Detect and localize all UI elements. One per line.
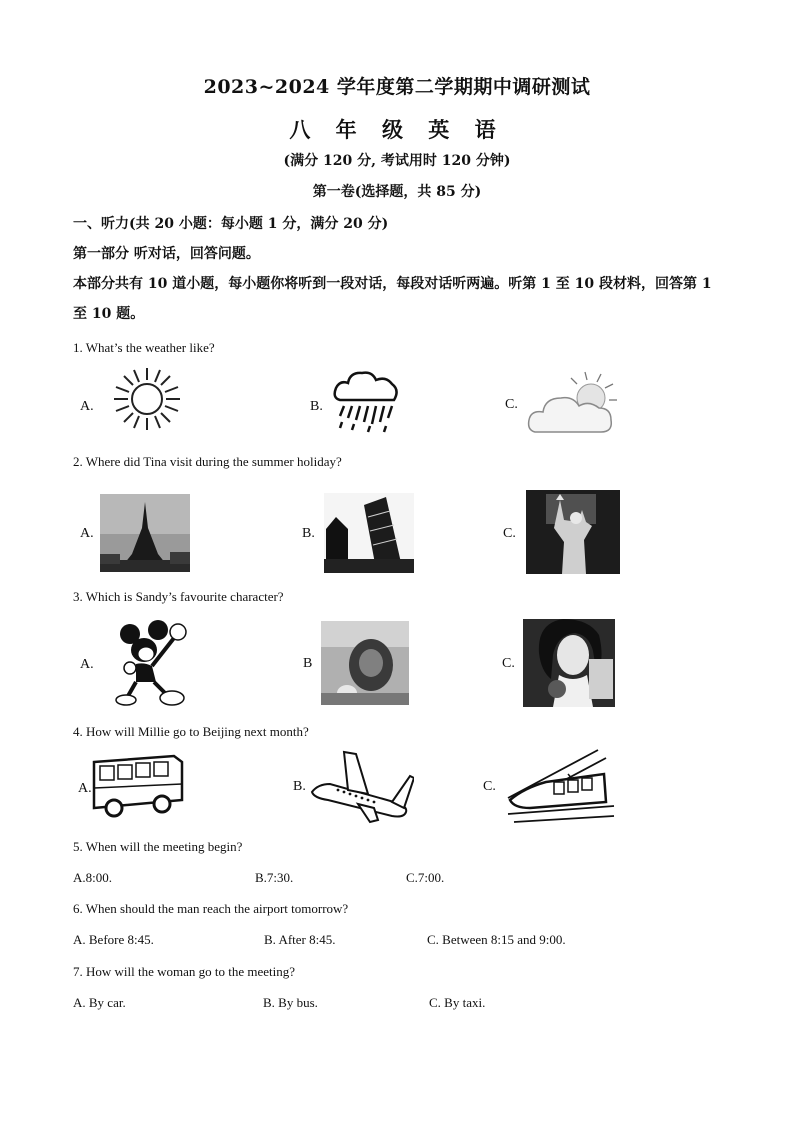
instructions: 本部分共有 10 道小题，每小题你将听到一段对话，每段对话听两遍。听第 1 至 10 段材料，回答第 1 至 10 题。 [73, 276, 712, 322]
question-4: 4. How will Millie go to Beijing next month? [73, 724, 309, 739]
option-a: A.8:00. [73, 870, 112, 885]
option-c: C. Between 8:15 and 9:00. [427, 932, 566, 947]
option-c-label: C. [483, 779, 496, 794]
score-info: (满分 120 分, 考试用时 120 分钟) [283, 153, 511, 169]
train-icon [506, 748, 616, 824]
option-c-label: C. [502, 656, 515, 671]
subject-title: 八 年 级 英 语 [289, 117, 505, 142]
question-6: 6. When should the man reach the airport tomorrow? [73, 901, 349, 916]
question-1: 1. What’s the weather like? [73, 340, 215, 355]
question-5: 5. When will the meeting begin? [73, 839, 243, 854]
option-a: A. By car. [73, 995, 126, 1010]
lion-king-image [321, 621, 409, 705]
bus-icon [90, 752, 186, 822]
option-b-label: B [303, 656, 313, 671]
option-b: B. After 8:45. [264, 932, 336, 947]
option-c: C. By taxi. [429, 995, 486, 1010]
cloudy-sun-icon [527, 370, 619, 438]
statue-of-liberty-photo [526, 490, 620, 574]
part1-heading: 第一部分 听对话，回答问题。 [73, 246, 260, 262]
mickey-mouse-image [114, 616, 196, 708]
option-a-label: A. [80, 399, 94, 414]
option-b: B. By bus. [263, 995, 318, 1010]
option-c-label: C. [505, 397, 518, 412]
option-b-label: B. [310, 399, 323, 414]
sun-icon [110, 366, 184, 432]
option-a-label: A. [80, 657, 94, 672]
section-heading: 一、听力(共 20 小题：每小题 1 分，满分 20 分) [73, 216, 389, 232]
leaning-tower-photo [324, 493, 414, 573]
snow-white-image [523, 619, 615, 707]
eiffel-tower-photo [100, 494, 190, 572]
question-7: 7. How will the woman go to the meeting? [73, 964, 296, 979]
airplane-icon [308, 748, 414, 824]
option-c: C.7:00. [406, 870, 445, 885]
option-b-label: B. [302, 526, 315, 541]
option-c-label: C. [503, 526, 516, 541]
option-a: A. Before 8:45. [73, 932, 154, 947]
part-title: 第一卷(选择题，共 85 分) [312, 184, 482, 200]
option-b: B.7:30. [255, 870, 294, 885]
option-a-label: A. [80, 526, 94, 541]
question-3: 3. Which is Sandy’s favourite character? [73, 589, 284, 604]
option-b-label: B. [293, 779, 306, 794]
question-2: 2. Where did Tina visit during the summer holiday? [73, 454, 342, 469]
exam-title: 2023~2024 学年度第二学期期中调研测试 [203, 76, 591, 98]
option-a-label: A. [78, 781, 92, 796]
rain-cloud-icon [330, 368, 400, 434]
